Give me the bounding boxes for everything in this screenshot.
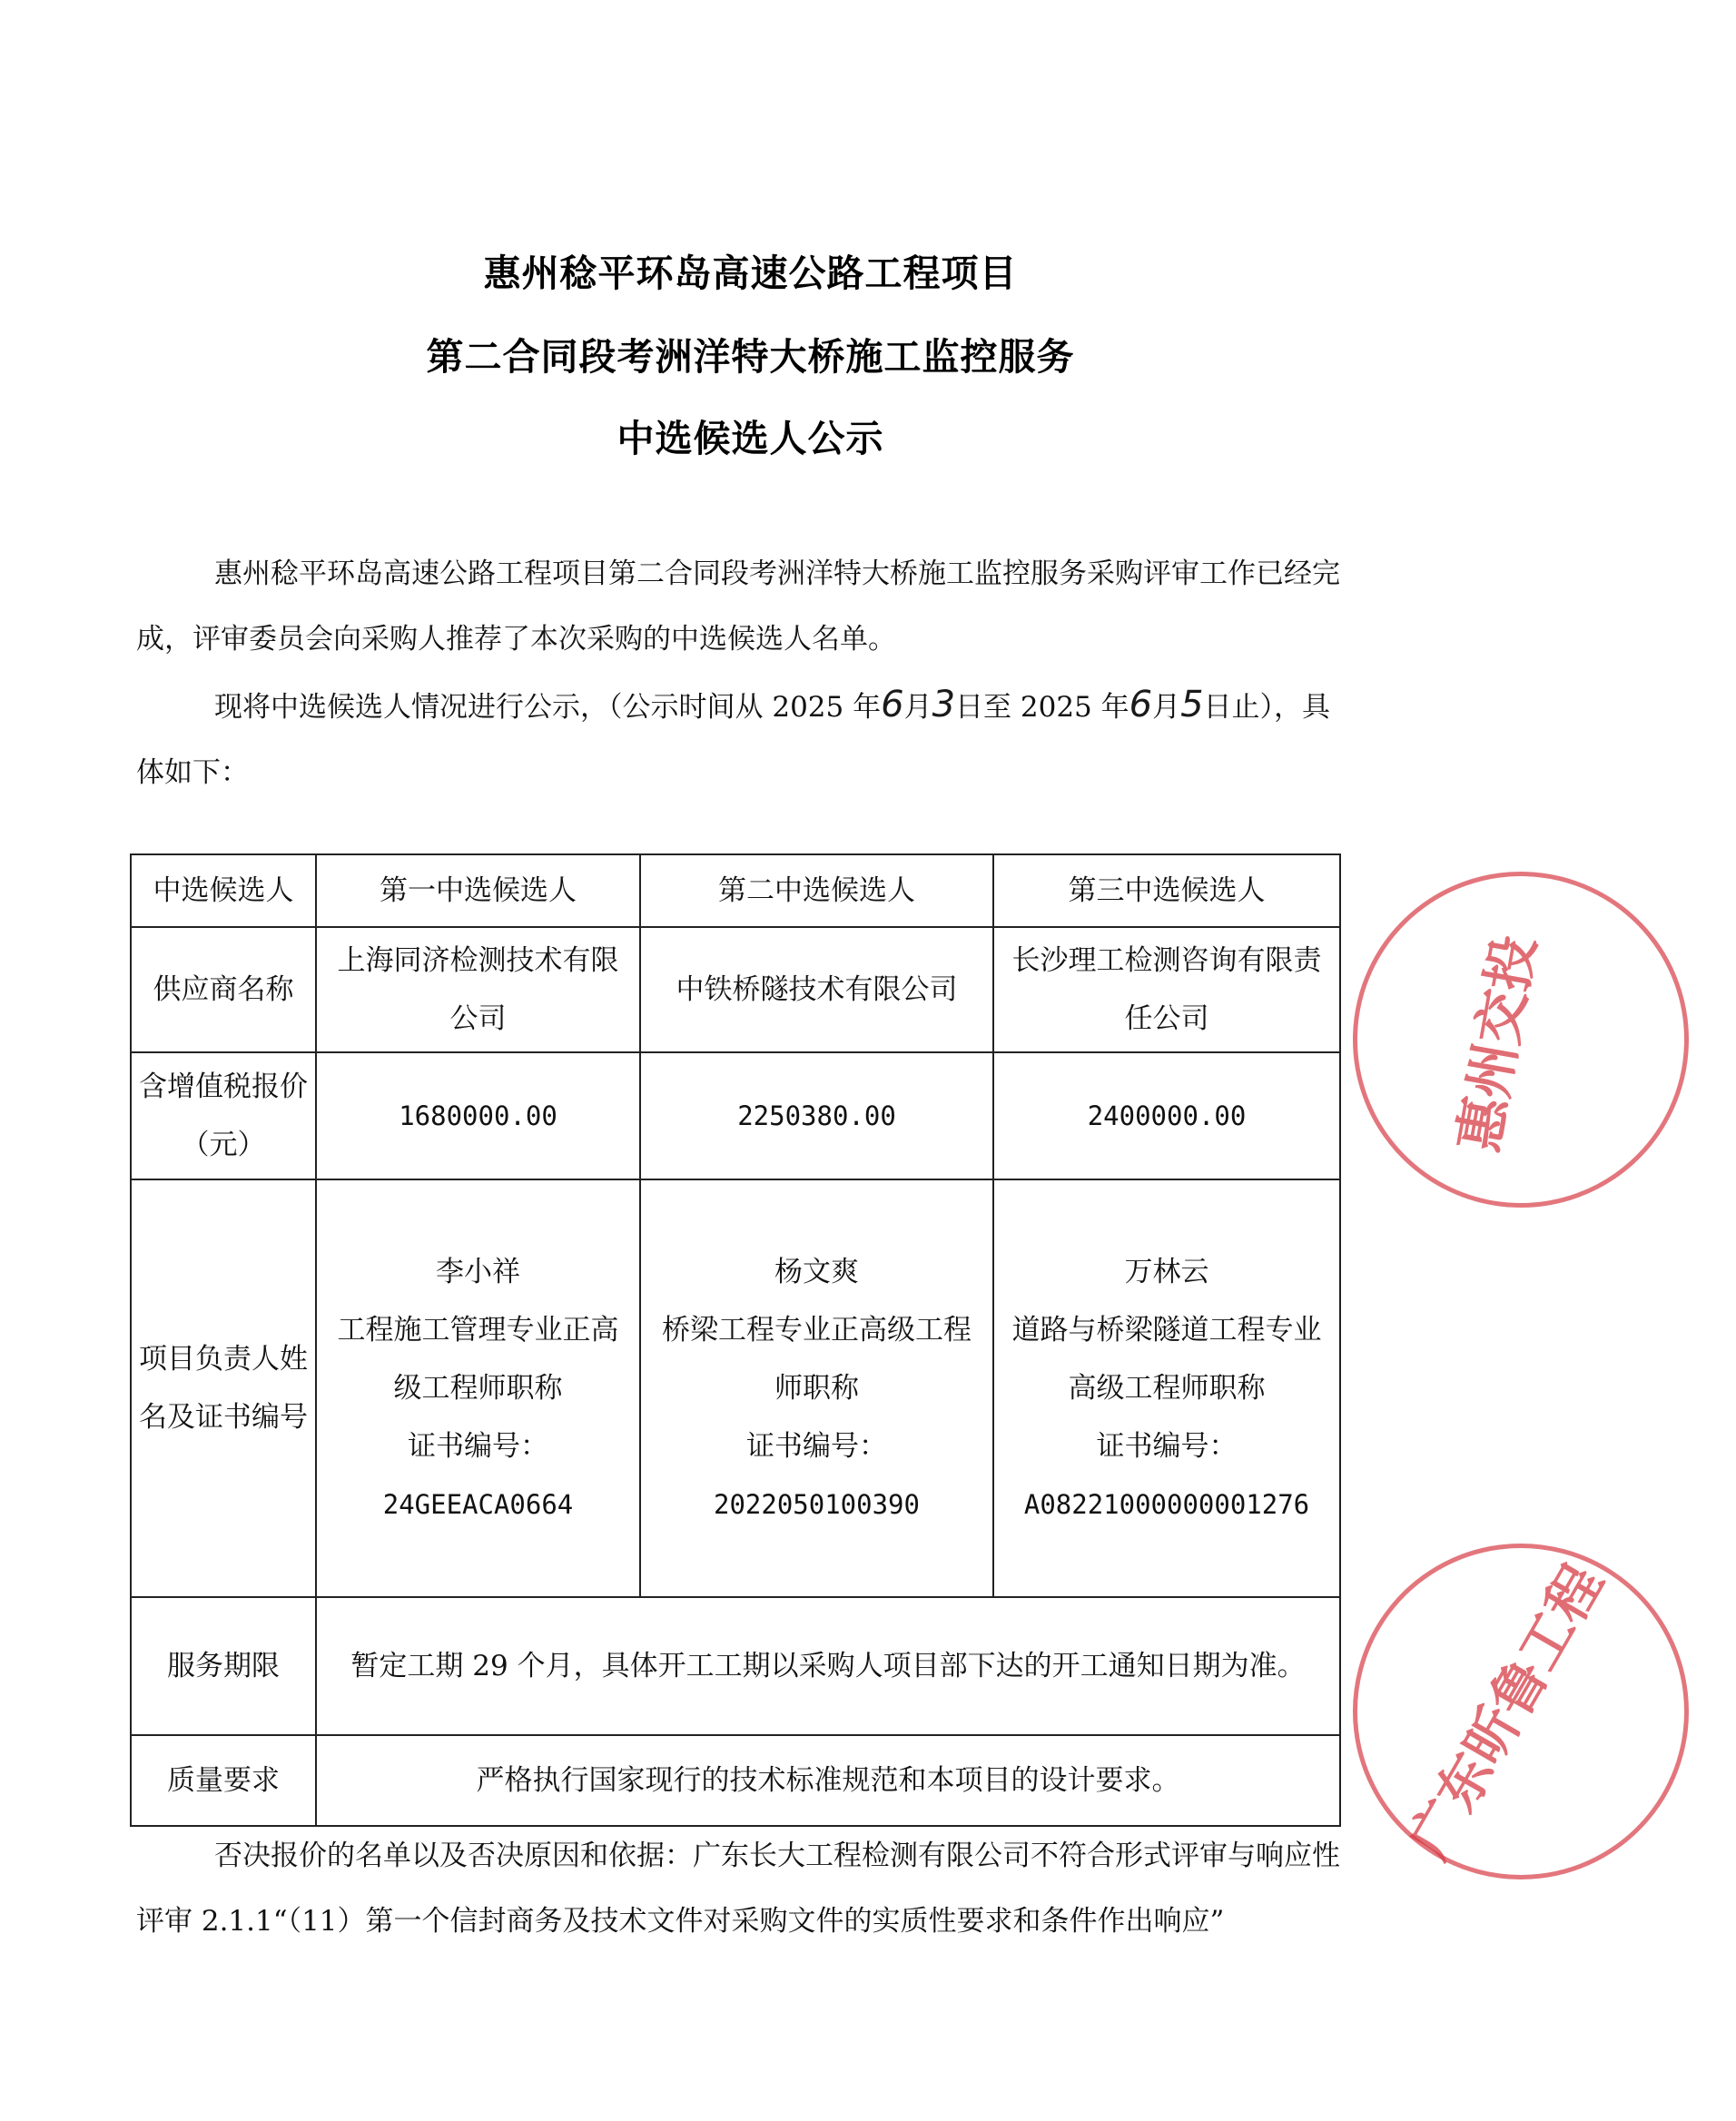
manager-name: 万林云 xyxy=(1124,1256,1209,1288)
page-title-line-3: 中选候选人公示 xyxy=(616,417,884,460)
cert-label: 证书编号： xyxy=(1096,1430,1238,1463)
seal-text: 惠州交投 xyxy=(1447,931,1548,1157)
candidate-table xyxy=(130,853,1341,1827)
manager-name: 杨文爽 xyxy=(774,1256,859,1288)
price-label: 含增值税报价（元） xyxy=(131,1052,316,1179)
cert-number: 2022050100390 xyxy=(714,1489,920,1520)
manager-candidate-3 xyxy=(993,1179,1340,1597)
intro-paragraph: 惠州稔平环岛高速公路工程项目第二合同段考洲洋特大桥施工监控服务采购评审工作已经完成，评审委员会向采购人推荐了本次采购的中选候选人名单。 xyxy=(136,557,1340,656)
official-seal-bottom xyxy=(1315,1505,1726,1917)
manager-title: 桥梁工程专业正高级工程师职称 xyxy=(662,1314,972,1405)
header-label-cell: 中选候选人 xyxy=(131,854,316,927)
supplier-candidate-1: 上海同济检测技术有限公司 xyxy=(316,927,640,1052)
page-title-line-1: 惠州稔平环岛高速公路工程项目 xyxy=(483,252,1018,295)
page-title-line-2: 第二合同段考洲洋特大桥施工监控服务 xyxy=(426,335,1075,379)
price-candidate-3: 2400000.00 xyxy=(993,1052,1340,1179)
notice-text-a: 现将中选候选人情况进行公示，（公示时间从 2025 年 xyxy=(214,691,882,724)
seal-text: 广东昕鲁工程 xyxy=(1396,1554,1616,1869)
notice-text-c: 日至 2025 年 xyxy=(955,691,1129,724)
rejection-paragraph: 否决报价的名单以及否决原因和依据：广东长大工程检测有限公司不符合形式评审与响应性评审 2.1.1“（11）第一个信封商务及技术文件对采购文件的实质性要求和条件作出响应” xyxy=(136,1840,1340,1938)
notice-text-d: 月 xyxy=(1152,691,1181,724)
handwritten-end-day: 5 xyxy=(1180,684,1204,725)
service-value: 暂定工期 29 个月，具体开工工期以采购人项目部下达的开工通知日期为准。 xyxy=(316,1597,1340,1735)
cert-number: A08221000000001276 xyxy=(1023,1489,1310,1520)
table-row-quality xyxy=(131,1735,1340,1826)
notice-period-paragraph xyxy=(136,672,1344,805)
header-candidate-3: 第三中选候选人 xyxy=(993,854,1340,927)
header-candidate-2: 第二中选候选人 xyxy=(640,854,993,927)
quality-label: 质量要求 xyxy=(131,1735,316,1826)
header-candidate-1: 第一中选候选人 xyxy=(316,854,640,927)
manager-label: 项目负责人姓名及证书编号 xyxy=(131,1179,316,1597)
supplier-candidate-2: 中铁桥隧技术有限公司 xyxy=(640,927,993,1052)
manager-candidate-1 xyxy=(316,1179,640,1597)
handwritten-end-month: 6 xyxy=(1129,684,1153,725)
table-row-header xyxy=(131,854,1340,927)
notice-text-e: 日止），具体如下： xyxy=(136,691,1331,789)
notice-text-b: 月 xyxy=(903,691,932,724)
cert-label: 证书编号： xyxy=(746,1430,887,1463)
manager-title: 道路与桥梁隧道工程专业高级工程师职称 xyxy=(1011,1314,1322,1405)
quality-value: 严格执行国家现行的技术标准规范和本项目的设计要求。 xyxy=(316,1735,1340,1826)
manager-name: 李小祥 xyxy=(436,1256,520,1288)
manager-candidate-2 xyxy=(640,1179,993,1597)
cert-number: 24GEEACA0664 xyxy=(382,1489,574,1520)
table-row-price xyxy=(131,1052,1340,1179)
table-row-supplier xyxy=(131,927,1340,1052)
supplier-candidate-3: 长沙理工检测咨询有限责任公司 xyxy=(993,927,1340,1052)
cert-label: 证书编号： xyxy=(408,1430,548,1463)
table-row-service xyxy=(131,1597,1340,1735)
price-candidate-2: 2250380.00 xyxy=(640,1052,993,1179)
manager-title: 工程施工管理专业正高级工程师职称 xyxy=(337,1314,619,1405)
table-row-manager xyxy=(131,1179,1340,1597)
service-label: 服务期限 xyxy=(131,1597,316,1735)
official-seal-top xyxy=(1306,824,1736,1255)
handwritten-start-month: 6 xyxy=(881,684,904,725)
supplier-label: 供应商名称 xyxy=(131,927,316,1052)
price-candidate-1: 1680000.00 xyxy=(316,1052,640,1179)
handwritten-start-day: 3 xyxy=(932,684,956,725)
